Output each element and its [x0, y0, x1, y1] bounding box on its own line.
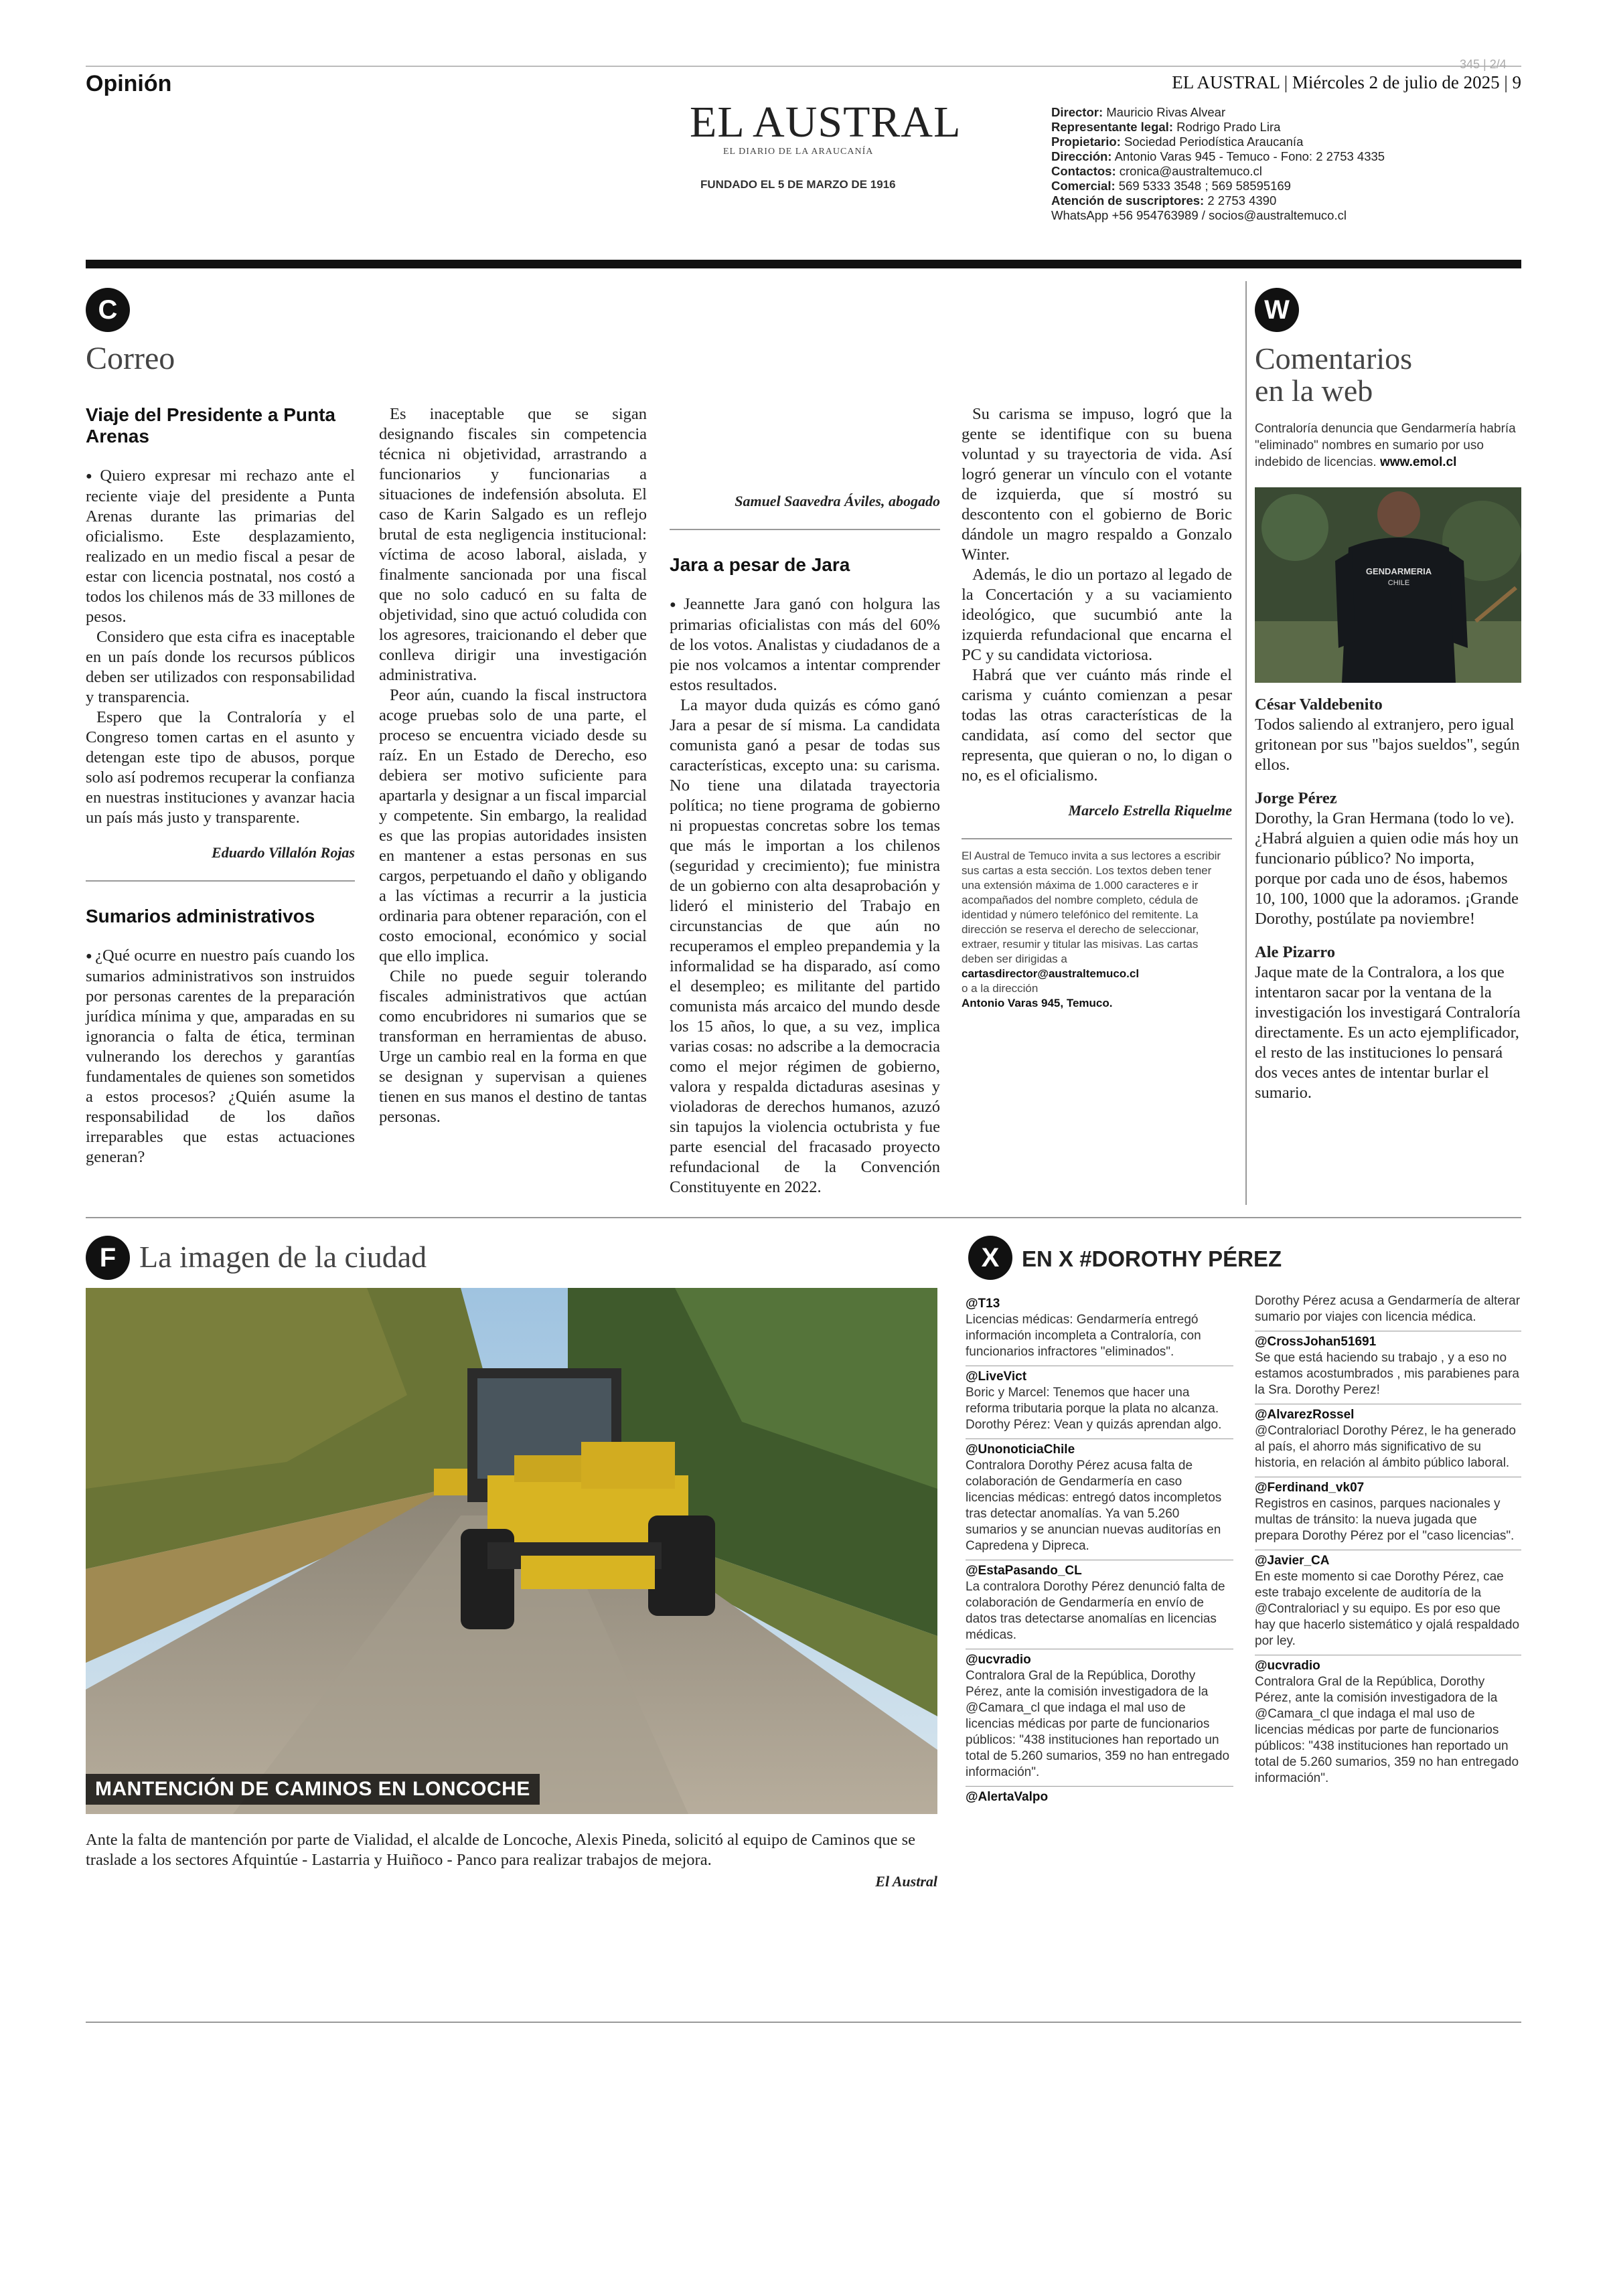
- letter-headline: Viaje del Presidente a Punta Arenas: [86, 404, 335, 446]
- web-lead: Contraloría denuncia que Gendarmería habría "eliminado" nombres en sumario por uso indebido de licencias. www.emol.cl: [1255, 422, 1516, 469]
- letter-headline: Sumarios administrativos: [86, 906, 315, 926]
- correo-title: Correo: [86, 341, 175, 376]
- tweet: @ucvradio Contralora Gral de la República, Dorothy Pérez, ante la comisión investigadora de la @Camara_cl que indaga el mal uso de licencias médicas por parte de funcionarios públicos: "438 instituciones han reportado un total de 5.260 sumarios, 359 no han entregado información".: [1255, 1659, 1519, 1785]
- web-comments: [1255, 689, 1521, 1103]
- column-divider: [1245, 281, 1247, 1205]
- tweet: @AlvarezRossel @Contraloriacl Dorothy Pérez, le ha generado al país, el ahorro más significativo de su historia, en relación al ámbito público laboral.: [1255, 1404, 1521, 1477]
- tweet: Dorothy Pérez acusa a Gendarmería de alterar sumario por viajes con licencia médica.: [1255, 1291, 1521, 1331]
- staff-row: Contactos: cronica@australtemuco.cl: [1051, 164, 1262, 178]
- gendarmeria-officer-image: [1255, 487, 1521, 683]
- letter-column-3: Samuel Saavedra Áviles, abogado Jara a pesar de Jara ● Jeannette Jara ganó con holgura las primarias oficialistas con más del 60% de los votos. Analistas y ciudadanos de a pie nos volcamos a intentar comprender estos resultados. La mayor duda quizás es cómo ganó Jara a pesar de sí misma. La candidata comunista ganó a pesar de todas sus características, excepto una: su carisma. No tiene una dilatada trayectoria política; no tiene programa de gobierno ni propuestas concretas sobre los temas que más le importan a los chilenos (seguridad y crecimiento); fue ministra de un gobierno con alta desaprobación y lideró el ministerio del Trabajo en circunstancias de que aún no recuperamos el empleo prepandemia y la informalidad se ha disparado, así como el desempleo; es militante del partido comunista más arcaico del mundo desde los 15 años, lo que, a su vez, implica varias cosas: no adscribe a la democracia como el mejor régimen de gobierno, valora y respalda dictaduras asesinas y violadoras de derechos humanos, azuzó sin tapujos la violencia octubrista y fue parte esencial del fracasado proyecto refundacional de la Convención Constituyente en 2022.: [670, 404, 940, 1198]
- web-title: Comentarios en la web: [1255, 341, 1413, 408]
- web-badge: W: [1255, 288, 1299, 332]
- imagen-title: La imagen de la ciudad: [139, 1240, 427, 1274]
- staff-box: [1051, 105, 1520, 223]
- founded-line: FUNDADO EL 5 DE MARZO DE 1916: [700, 178, 896, 191]
- correo-badge: C: [86, 288, 130, 332]
- road-grader-image: [86, 1288, 937, 1814]
- tweet: @CrossJohan51691 Se que está haciendo su trabajo , y a eso no estamos acostumbrados , mis parabienes para la Sra. Dorothy Perez!: [1255, 1331, 1521, 1404]
- imagen-badge: F: [86, 1236, 130, 1280]
- tweet: @ucvradio Contralora Gral de la República, Dorothy Pérez, ante la comisión investigadora de la @Camara_cl que indaga el mal uso de licencias médicas por parte de funcionarios públicos: "438 instituciones han reportado un total de 5.260 sumarios, 359 no han entregado información".: [966, 1649, 1233, 1787]
- letter-signature: Marcelo Estrella Riquelme: [1068, 802, 1232, 819]
- staff-row: Comercial: 569 5333 3548 ; 569 58595169: [1051, 179, 1291, 193]
- web-comment: César Valdebenito Todos saliendo al extranjero, pero igual gritonean por sus "bajos sueldos", según ellos.: [1255, 695, 1520, 774]
- staff-row: Atención de suscriptores: 2 2753 4390: [1051, 193, 1277, 208]
- letter-column-1: Viaje del Presidente a Punta Arenas ● Quiero expresar mi rechazo ante el reciente viaje del presidente a Punta Arenas durante las primarias del oficialismo. Este desplazamiento, realizado en un medio fiscal a pesar de estar con licencia postnatal, nos costó a todos los chilenos más de 33 millones de pesos. Considero que esta cifra es inaceptable en un país donde los recursos públicos deben ser utilizados con responsabilidad y transparencia. Espero que la Contraloría y el Congreso tomen cartas en el asunto y detengan este tipo de abusos, porque solo así podremos recuperar la confianza en nuestras instituciones y avanzar hacia un país más justo y transparente. Eduardo Villalón Rojas Sumarios administrativos ● ¿Qué ocurre en nuestro país cuando los sumarios administrativos son instruidos por personas carentes de la preparación jurídica mínima y que, amparadas en su ignorancia o falta de ética, terminan vulnerando los derechos y garantías fundamentales de quienes son sometidos a estos procesos? ¿Quién asume la responsabilidad de los daños irreparables que estas actuaciones generan?: [86, 404, 355, 1167]
- tweet: @LiveVict Boric y Marcel: Tenemos que hacer una reforma tributaria porque la plata no alcanza. Dorothy Pérez: Vean y quizás aprendan algo.: [966, 1366, 1233, 1439]
- letter-signature: Eduardo Villalón Rojas: [212, 844, 355, 861]
- photo-label: MANTENCIÓN DE CAMINOS EN LONCOCHE: [86, 1774, 540, 1805]
- web-comment: Jorge Pérez Dorothy, la Gran Hermana (todo lo ve). ¿Habrá alguien a quien odie más hoy un funcionario público? No importa, porque por cada uno de ésos, habemos 10, 100, 1000 que la adoramos. ¡Grande Dorothy, postúlate pa noviembre!: [1255, 789, 1519, 928]
- svg-text:CHILE: CHILE: [1387, 579, 1410, 587]
- masthead-subtitle: EL DIARIO DE LA ARAUCANÍA: [723, 147, 874, 157]
- letter-headline: Jara a pesar de Jara: [670, 554, 850, 575]
- letter-signature: Samuel Saavedra Áviles, abogado: [735, 493, 940, 509]
- letter-column-4: Su carisma se impuso, logró que la gente se identifique con su buena voluntad y su trayectoria de vida. Así logró generar un vínculo con el votante de izquierda, que sí mostró su descontento con el gobierno de Boric dándole un magro respaldo a Gonzalo Winter. Además, le dio un portazo al legado de la Concertación y a su vaciamiento ideológico, que sucumbió ante la izquierda refundacional que encarna el PC y su candidata victoriosa. Habrá que ver cuánto más rinde el carisma y cuánto comienzan a pesar todas las otras características de la candidata, así como del sector que representa, que quieran o no, lo digan o no, es el oficialismo. Marcelo Estrella Riquelme El Austral de Temuco invita a sus lectores a escribir sus cartas a esta sección. Los textos deben tener una extensión máxima de 1.000 caracteres e ir acompañados del nombre completo, cédula de identidad y número telefónico del remitente. La dirección se reserva el derecho de seleccionar, extraer, resumir y titular las misivas. Las cartas deben ser dirigidas a cartasdirector@australtemuco.cl o a la dirección Antonio Varas 945, Temuco.: [962, 405, 1232, 1009]
- staff-row: Director: Mauricio Rivas Alvear: [1051, 105, 1226, 119]
- submission-note: El Austral de Temuco invita a sus lectores a escribir sus cartas a esta sección. Los textos deben tener una extensión máxima de 1.000 caracteres e ir acompañados del nombre completo, cédula de identidad y número telefónico del remitente. La dirección se reserva el derecho de seleccionar, extraer, resumir y titular las misivas. Las cartas deben ser dirigidas a cartasdirector@australtemuco.cl o a la dirección Antonio Varas 945, Temuco.: [962, 849, 1232, 1011]
- submission-email[interactable]: cartasdirector@australtemuco.cl: [962, 967, 1140, 980]
- tweet: @T13 Licencias médicas: Gendarmería entregó información incompleta a Contraloría, con funcionarios infractores "eliminados".: [966, 1293, 1233, 1366]
- tweet: @UnonoticiaChile Contralora Dorothy Pérez acusa falta de colaboración de Gendarmería en caso licencias médicas: entregó datos incompletos tras detectar anomalías. Ya van 5.260 sumarios y se anuncian nuevas auditorías en Capredena y Dipreca.: [966, 1439, 1233, 1560]
- web-comment: Ale Pizarro Jaque mate de la Contralora, a los que intentaron sacar por la ventana de la investigación los investigará Contraloría directamente. Es un acto ejemplificador, el resto de las instituciones lo pensará dos veces antes de intentar burlar el sumario.: [1255, 943, 1521, 1102]
- staff-row: WhatsApp +56 954763989 / socios@australtemuco.cl: [1051, 208, 1347, 222]
- staff-row: Dirección: Antonio Varas 945 - Temuco - Fono: 2 2753 4335: [1051, 149, 1385, 163]
- x-title: EN X #DOROTHY PÉREZ: [1022, 1246, 1282, 1271]
- staff-row: Representante legal: Rodrigo Prado Lira: [1051, 120, 1281, 134]
- date-line: EL AUSTRAL | Miércoles 2 de julio de 2025 | 9: [1172, 72, 1521, 92]
- footer-rule: [86, 2022, 1521, 2023]
- web-photo: [1255, 487, 1521, 683]
- x-column-2: [1255, 1291, 1521, 1792]
- tweet: @EstaPasando_CL La contralora Dorothy Pérez denunció falta de colaboración de Gendarmería en envío de datos tras detectarse anomalías en licencias médicas.: [966, 1560, 1233, 1649]
- x-column-1: [966, 1293, 1233, 1805]
- road-photo: [86, 1288, 937, 1814]
- header-rule: [86, 260, 1521, 268]
- masthead: EL AUSTRAL: [690, 98, 962, 147]
- page-code: 345 | 2/4: [1460, 58, 1507, 71]
- x-badge: X: [968, 1236, 1012, 1280]
- section-divider: [86, 1217, 1521, 1218]
- staff-row: Propietario: Sociedad Periodística Araucanía: [1051, 135, 1304, 149]
- photo-credit: El Austral: [875, 1873, 937, 1890]
- letter-column-2: Es inaceptable que se sigan designando fiscales sin competencia técnica ni objetividad, arrastrando a funcionarios y funcionarias a situaciones de indefensión absoluta. El caso de Karin Salgado es un reflejo brutal de esta negligencia institucional: víctima de acoso laboral, aislada, y finalmente sancionada por una fiscal que no solo caducó en su falta de objetividad, sino que actuó coludida con los agresores, traicionando el deber que conlleva dirigir una investigación administrativa. Peor aún, cuando la fiscal instructora acoge pruebas solo de una parte, el proceso se encuentra viciado desde su raíz. En un Estado de Derecho, eso debiera ser motivo suficiente para apartarla y designar a un fiscal imparcial y competente. Sin embargo, la realidad es que las propias autoridades insisten en mantener a estas personas en sus cargos, perpetuando el daño y obligando a las víctimas a recurrir a la justicia ordinaria para obtener reparación, con el costo emocional, económico y social que ello implica. Chile no puede seguir tolerando fiscales administrativos que actúan como encubridores ni sumarios que se transforman en herramientas de abuso. Urge un cambio real en la forma en que se designan y supervisan a quienes tienen en sus manos el destino de tantas personas.: [379, 405, 647, 1126]
- section-label: Opinión: [86, 71, 172, 96]
- svg-text:GENDARMERIA: GENDARMERIA: [1365, 566, 1432, 576]
- photo-caption: Ante la falta de mantención por parte de Vialidad, el alcalde de Loncoche, Alexis Pineda, solicitó al equipo de Caminos que se traslade a los sectores Afquintúe - Lastarria y Huiñoco - Panco para realizar trabajos de mejora.: [86, 1831, 916, 1869]
- web-lead-source: www.emol.cl: [1379, 455, 1457, 469]
- tweet: @Javier_CA En este momento si cae Dorothy Pérez, cae este trabajo excelente de auditoría de la @Contraloriacl y su equipo. Es por eso que hay que hacerlo sistemático y ojalá respaldado por ley.: [1255, 1550, 1521, 1655]
- tweet: @Ferdinand_vk07 Registros en casinos, parques nacionales y multas de tránsito: la nueva jugada que prepara Dorothy Pérez por el "caso licencias".: [1255, 1477, 1521, 1550]
- tweet: @AlertaValpo: [966, 1790, 1049, 1804]
